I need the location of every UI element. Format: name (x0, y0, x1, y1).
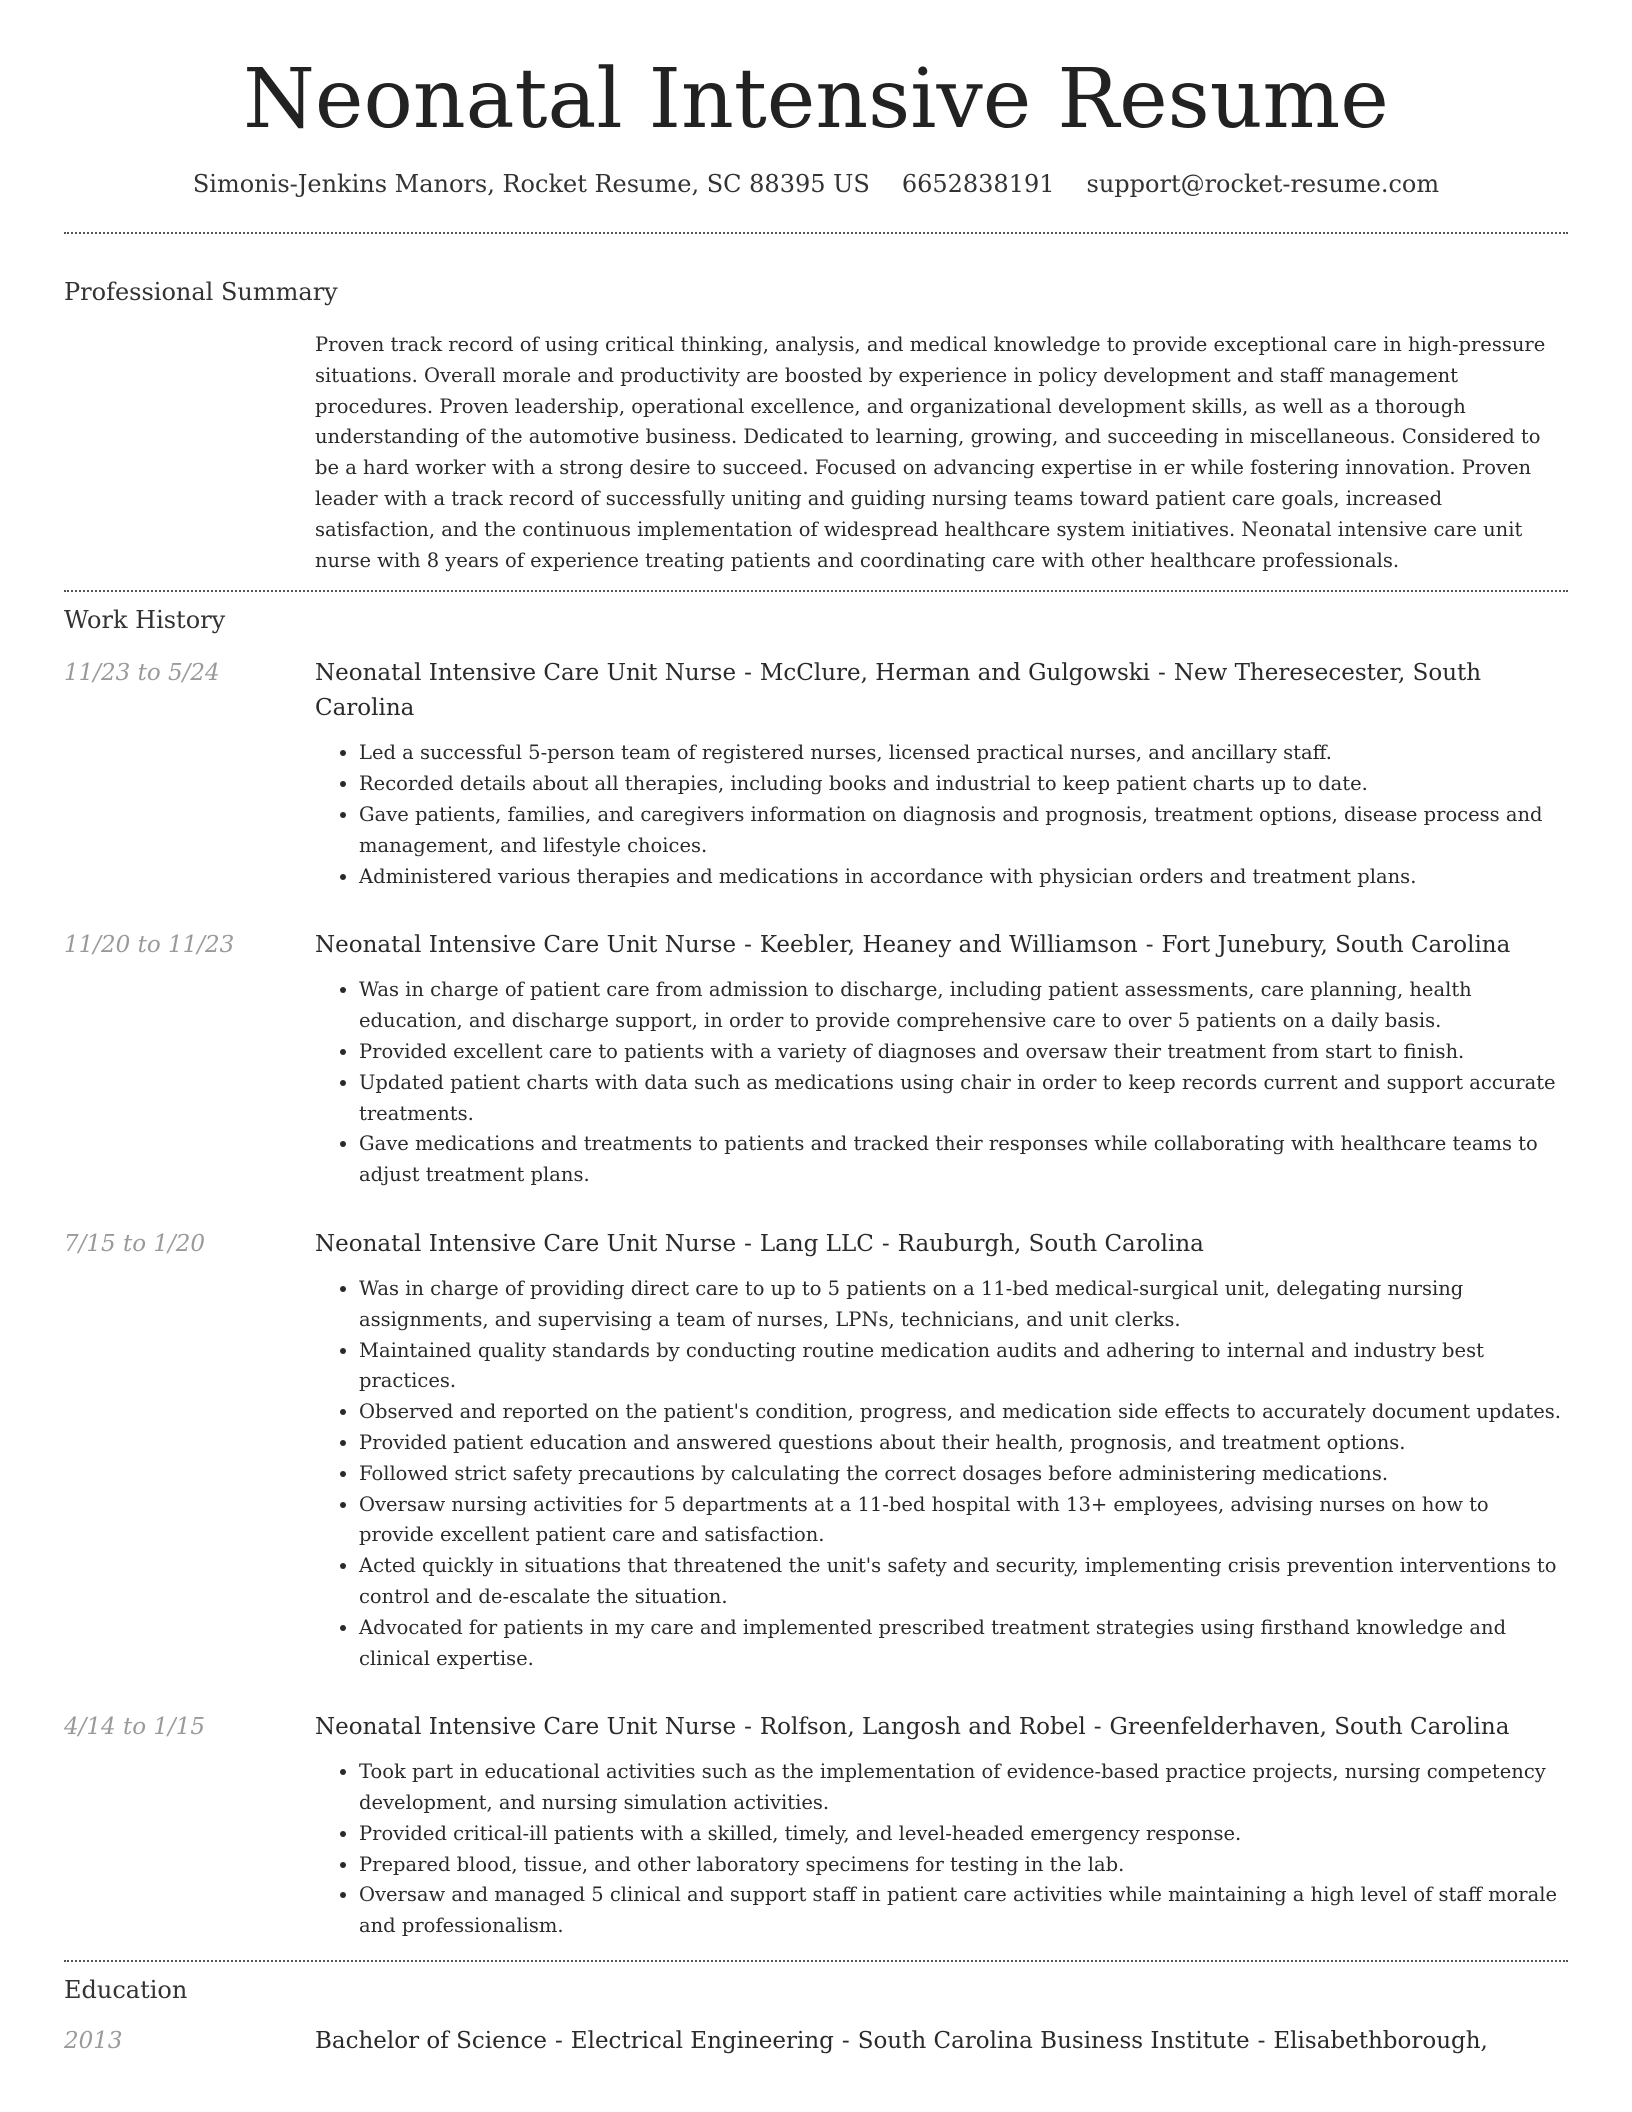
education-entry (64, 2024, 1568, 2059)
job-heading (315, 1227, 1568, 1262)
summary-section-title: Professional Summary (64, 278, 338, 306)
education-separator: - (841, 2028, 850, 2055)
job-role: Neonatal Intensive Care Unit Nurse (315, 932, 737, 959)
job-bullets (315, 1274, 1568, 1674)
job-dates: 11/23 to 5/24 (64, 660, 220, 687)
job-separator: - (881, 1230, 890, 1257)
contact-address: Simonis-Jenkins Manors, Rocket Resume, SC 88395 US (192, 170, 870, 198)
job-separator: - (744, 1230, 752, 1257)
education-heading (315, 2024, 1488, 2059)
job-bullet: • Advocated for patients in my care and implemented prescribed treatment strategies using firsthand knowledge and clinical expertise. (359, 1613, 1568, 1675)
job-bullet: • Updated patient charts with data such as medications using chair in order to keep records current and support accurate treatments. (359, 1068, 1568, 1130)
job-separator: - (744, 932, 752, 959)
job-role: Neonatal Intensive Care Unit Nurse (315, 1230, 737, 1257)
education-degree: Bachelor of Science (315, 2028, 548, 2055)
job-body (315, 928, 1568, 1191)
job-separator: - (744, 1714, 752, 1741)
job-bullets (315, 1757, 1568, 1942)
job-company: Lang LLC (759, 1230, 874, 1257)
job-bullet: • Was in charge of patient care from admission to discharge, including patient assessments, care planning, health education, and discharge support, in order to provide comprehensive care to over 5 patients on a daily basis. (359, 975, 1568, 1037)
education-separator: - (1257, 2028, 1266, 2055)
job-heading (315, 928, 1568, 963)
job-separator: - (1093, 1714, 1102, 1741)
work-section-title: Work History (64, 606, 226, 635)
job-location: Fort Junebury, South Carolina (1161, 932, 1511, 959)
job-bullet: • Took part in educational activities such as the implementation of evidence-based practice projects, nursing competency development, and nursing simulation activities. (359, 1757, 1568, 1819)
job-bullets (315, 975, 1568, 1191)
job-bullet: • Acted quickly in situations that threatened the unit's safety and security, implementing crisis prevention interventions to control and de-escalate the situation. (359, 1551, 1568, 1613)
work-divider (64, 1960, 1568, 1962)
contact-phone: 6652838191 (901, 170, 1055, 198)
job-heading (315, 1710, 1568, 1745)
job-bullets (315, 738, 1568, 892)
job-bullet: • Gave patients, families, and caregivers information on diagnosis and prognosis, treatment options, disease process and management, and lifestyle choices. (359, 800, 1568, 862)
job-company: Keebler, Heaney and Williamson (759, 932, 1138, 959)
job-bullet: • Recorded details about all therapies, including books and industrial to keep patient charts up to date. (359, 769, 1568, 800)
job-location: New Theresecester, South Carolina (315, 660, 1482, 722)
summary-divider (64, 590, 1568, 592)
job-dates: 7/15 to 1/20 (64, 1230, 206, 1257)
resume-page (64, 0, 1568, 2059)
job-bullet: • Was in charge of providing direct care to up to 5 patients on a 11-bed medical-surgical unit, delegating nursing assignments, and supervising a team of nurses, LPNs, technicians, and unit clerks. (359, 1274, 1568, 1336)
summary-text: Proven track record of using critical thinking, analysis, and medical knowledge to provide exceptional care in high-pressure situations. Overall morale and productivity are boosted by experience in policy development and staff management procedures. Proven leadership, operational excellence, and organizational development skills, as well as a thorough understanding of the automotive business. Dedicated to learning, growing, and succeeding in miscellaneous. Considered to be a hard worker with a strong desire to succeed. Focused on advancing expertise in er while fostering innovation. Proven leader with a track record of successfully uniting and guiding nursing teams toward patient care goals, increased satisfaction, and the continuous implementation of widespread healthcare system initiatives. Neonatal intensive care unit nurse with 8 years of experience treating patients and coordinating care with other healthcare professionals. (315, 333, 1546, 572)
job-bullet: • Prepared blood, tissue, and other laboratory specimens for testing in the lab. (359, 1850, 1568, 1881)
contact-divider (64, 232, 1568, 234)
job-bullet: • Provided critical-ill patients with a skilled, timely, and level-headed emergency response. (359, 1819, 1568, 1850)
job-entry (64, 928, 1568, 1191)
job-entry (64, 656, 1568, 892)
education-section-title: Education (64, 1976, 188, 2005)
resume-name: Neonatal Intensive Resume (243, 52, 1389, 147)
education-year: 2013 (64, 2028, 123, 2055)
education-school: South Carolina Business Institute (857, 2028, 1250, 2055)
job-location: Greenfelderhaven, South Carolina (1109, 1714, 1510, 1741)
contact-email: support@rocket-resume.com (1086, 170, 1440, 198)
job-body (315, 656, 1568, 892)
job-location: Rauburgh, South Carolina (897, 1230, 1204, 1257)
job-body (315, 1227, 1568, 1674)
job-bullet: • Provided excellent care to patients with a variety of diagnoses and oversaw their treatment from start to finish. (359, 1037, 1568, 1068)
job-bullet: • Oversaw and managed 5 clinical and support staff in patient care activities while maintaining a high level of staff morale and professionalism. (359, 1880, 1568, 1942)
job-role: Neonatal Intensive Care Unit Nurse (315, 660, 737, 687)
job-bullet: • Administered various therapies and medications in accordance with physician orders and treatment plans. (359, 862, 1568, 893)
job-entry (64, 1710, 1568, 1942)
job-dates: 11/20 to 11/23 (64, 932, 235, 959)
job-entry (64, 1227, 1568, 1674)
job-separator: - (744, 660, 752, 687)
job-bullet: • Provided patient education and answered questions about their health, prognosis, and treatment options. (359, 1428, 1568, 1459)
education-field: Electrical Engineering (570, 2028, 834, 2055)
contact-line (64, 168, 1568, 200)
job-bullet: • Led a successful 5-person team of registered nurses, licensed practical nurses, and ancillary staff. (359, 738, 1568, 769)
education-location: Elisabethborough, (1273, 2028, 1488, 2055)
job-separator: - (1158, 660, 1166, 687)
education-separator: - (555, 2028, 563, 2055)
work-history-list (64, 656, 1568, 1942)
job-bullet: • Observed and reported on the patient's condition, progress, and medication side effects to accurately document updates. (359, 1397, 1568, 1428)
job-separator: - (1145, 932, 1154, 959)
job-bullet: • Followed strict safety precautions by calculating the correct dosages before administering medications. (359, 1459, 1568, 1490)
job-company: Rolfson, Langosh and Robel (759, 1714, 1086, 1741)
job-bullet: • Gave medications and treatments to patients and tracked their responses while collaborating with healthcare teams to adjust treatment plans. (359, 1129, 1568, 1191)
job-role: Neonatal Intensive Care Unit Nurse (315, 1714, 737, 1741)
job-body (315, 1710, 1568, 1942)
job-company: McClure, Herman and Gulgowski (759, 660, 1151, 687)
job-bullet: • Maintained quality standards by conducting routine medication audits and adhering to internal and industry best practices. (359, 1336, 1568, 1398)
job-heading (315, 656, 1568, 726)
job-bullet: • Oversaw nursing activities for 5 departments at a 11-bed hospital with 13+ employees, advising nurses on how to provide excellent patient care and satisfaction. (359, 1490, 1568, 1552)
job-dates: 4/14 to 1/15 (64, 1714, 206, 1741)
